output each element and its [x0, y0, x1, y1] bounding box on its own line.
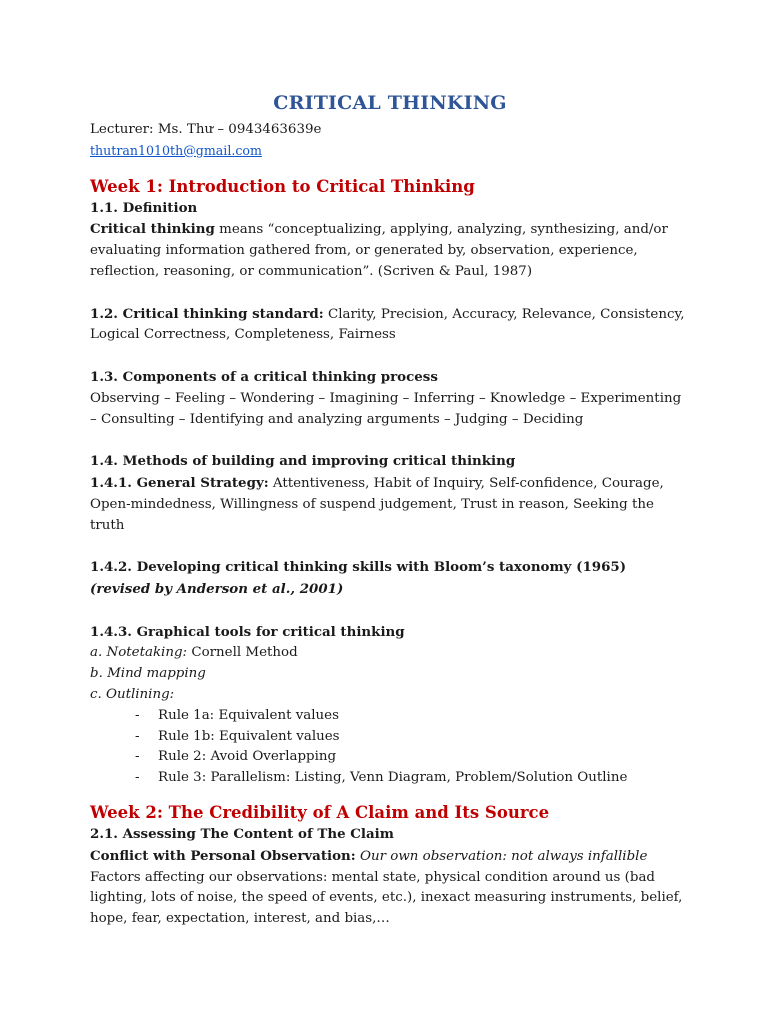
spacer	[90, 601, 690, 622]
spacer	[90, 789, 690, 802]
section-1-1-definition: Critical thinking means “conceptualizing, applying, analyzing, synthesizing, and/or evaluating information gathered from, or generated by, observation, experience, reflection, reasoning, or communication”. (Scriven & Paul, 1987)	[90, 221, 668, 279]
dash-bullet: -	[135, 770, 140, 786]
spacer	[90, 283, 690, 304]
document-title: CRITICAL THINKING	[273, 92, 507, 114]
section-1-3-text: Observing – Feeling – Wondering – Imagining – Inferring – Knowledge – Experimenting – Consulting – Identifying and analyzing arguments – Judging – Deciding	[90, 390, 682, 427]
section-1-4-2	[90, 557, 690, 601]
section-1-4-2-note: (revised by Anderson et al., 2001)	[90, 580, 344, 597]
conflict-text: Our own observation: not always infallible	[355, 848, 648, 864]
lecturer-line: Lecturer: Ms. Thư – 0943463639e	[90, 122, 322, 137]
list-item: - Rule 1b: Equivalent values	[135, 727, 690, 748]
section-1-4-heading: 1.4. Methods of building and improving critical thinking	[90, 453, 516, 470]
section-1-4-1: 1.4.1. General Strategy: Attentiveness, Habit of Inquiry, Self-confidence, Courage, Open-mindedness, Willingness of suspend judgement, Trust in reason, Seeking the truth	[90, 474, 664, 533]
section-1-4-2-heading: 1.4.2. Developing critical thinking skills with Bloom’s taxonomy (1965)	[90, 559, 627, 576]
spacer	[90, 163, 690, 176]
section-1-3-heading: 1.3. Components of a critical thinking process	[90, 368, 438, 385]
list-item: - Rule 2: Avoid Overlapping	[135, 747, 690, 768]
section-1-4-1-heading: 1.4.1. General Strategy:	[90, 474, 269, 491]
conflict-line	[90, 846, 690, 868]
spacer	[90, 346, 690, 367]
spacer	[90, 536, 690, 557]
outlining-rules-list	[90, 706, 690, 789]
section-1-4-3-heading: 1.4.3. Graphical tools for critical thinking	[90, 623, 405, 640]
section-1-2: 1.2. Critical thinking standard: Clarity, Precision, Accuracy, Relevance, Consistency, Logical Correctness, Completeness, Fairness	[90, 305, 685, 343]
spacer	[90, 430, 690, 451]
dash-bullet: -	[135, 728, 140, 744]
week1-heading: Week 1: Introduction to Critical Thinking	[90, 176, 475, 196]
week2-heading: Week 2: The Credibility of A Claim and Its Source	[90, 802, 550, 822]
tool-outlining: c. Outlining:	[90, 686, 175, 702]
dash-bullet: -	[135, 749, 140, 765]
section-1-1-heading: 1.1. Definition	[90, 199, 198, 216]
list-item: - Rule 1a: Equivalent values	[135, 706, 690, 727]
section-1-2-heading: 1.2. Critical thinking standard:	[90, 305, 324, 322]
section-2-1-heading: 2.1. Assessing The Content of The Claim	[90, 825, 394, 842]
tool-mind-mapping: b. Mind mapping	[90, 666, 206, 682]
list-item: - Rule 3: Parallelism: Listing, Venn Diagram, Problem/Solution Outline	[135, 768, 690, 789]
factors-text: Factors affecting our observations: mental state, physical condition around us (bad lighting, lots of noise, the speed of events, etc.), inexact measuring instruments, belief, hope, fear, expectation, interest, and bias,…	[90, 869, 683, 927]
dash-bullet: -	[135, 707, 140, 723]
conflict-label: Conflict with Personal Observation:	[90, 847, 356, 864]
document-page	[90, 92, 690, 930]
email-line	[90, 141, 690, 163]
definition-term: Critical thinking	[90, 221, 215, 238]
email-link[interactable]: thutran1010th@gmail.com	[90, 142, 262, 158]
tool-notetaking: a. Notetaking: Cornell Method	[90, 645, 298, 661]
